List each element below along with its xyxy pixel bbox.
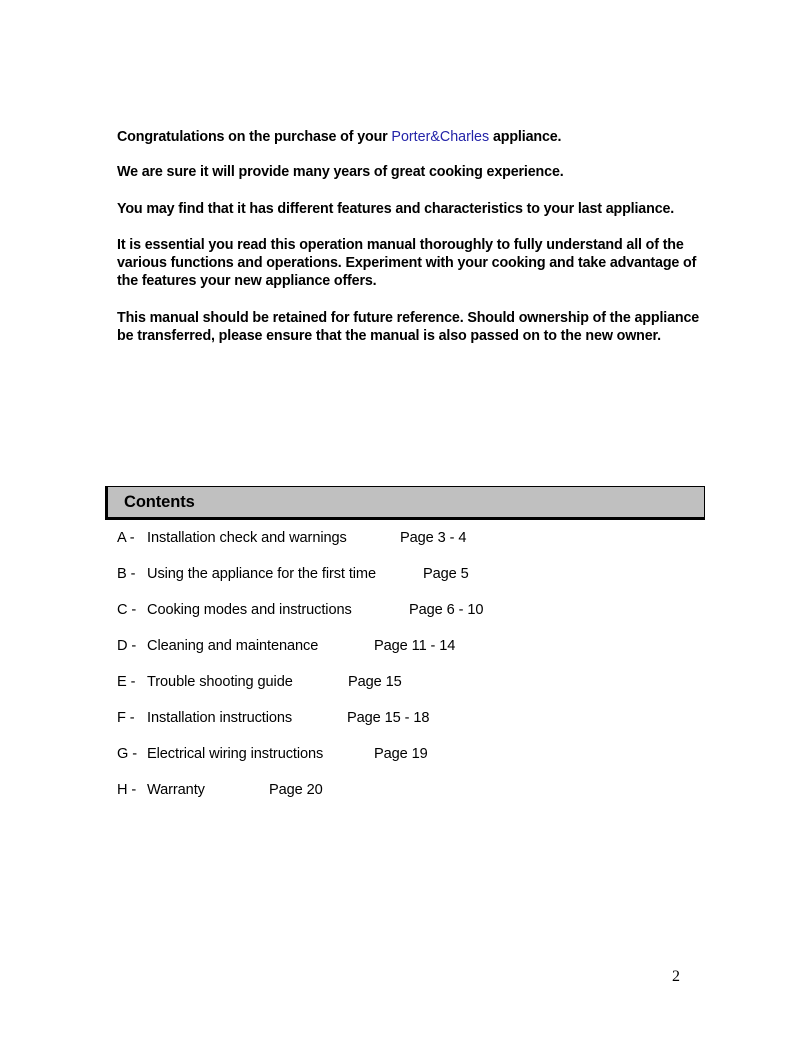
toc-item-title: Electrical wiring instructions — [147, 746, 324, 762]
toc-item-title: Using the appliance for the first time — [147, 566, 377, 582]
toc-item-title: Installation instructions — [147, 710, 293, 726]
toc-item-title: Cleaning and maintenance — [147, 638, 319, 654]
toc-row[interactable] — [117, 566, 717, 602]
toc-item-letter: H - — [117, 782, 137, 798]
contents-heading: Contents — [124, 492, 195, 511]
page-number: 2 — [672, 968, 680, 985]
congratulations-text-after: appliance. — [489, 129, 562, 145]
paragraph-features: You may find that it has different features and characteristics to your last appliance. — [117, 200, 675, 217]
brand-name: Porter&Charles — [391, 129, 490, 145]
toc-item-letter: A - — [117, 530, 135, 546]
paragraph-read-manual: It is essential you read this operation manual thoroughly to fully understand all of the various functions and operations. Experiment with your cooking and take advantage of the features your new appliance offers. — [117, 236, 697, 290]
toc-row[interactable] — [117, 746, 717, 782]
toc-row[interactable] — [117, 710, 717, 746]
toc-item-page: Page 3 - 4 — [400, 530, 467, 546]
toc-item-title: Installation check and warnings — [147, 530, 347, 546]
toc-item-page: Page 11 - 14 — [374, 638, 456, 654]
toc-item-title: Warranty — [147, 782, 205, 798]
toc-item-letter: B - — [117, 566, 136, 582]
toc-item-page: Page 20 — [269, 782, 323, 798]
paragraph-retain-manual: This manual should be retained for future reference. Should ownership of the appliance be transferred, please ensure that the manual is also passed on to the new owner. — [117, 309, 700, 345]
toc-item-page: Page 6 - 10 — [409, 602, 484, 618]
toc-item-page: Page 15 - 18 — [347, 710, 430, 726]
intro-text-block — [117, 128, 717, 363]
toc-item-page: Page 19 — [374, 746, 428, 762]
toc-item-page: Page 15 — [348, 674, 402, 690]
toc-row[interactable] — [117, 674, 717, 710]
toc-row[interactable] — [117, 530, 717, 566]
toc-item-letter: G - — [117, 746, 137, 762]
toc-item-page: Page 5 — [423, 566, 469, 582]
toc-row[interactable] — [117, 602, 717, 638]
toc-item-title: Trouble shooting guide — [147, 674, 293, 690]
paragraph-congratulations — [117, 128, 717, 146]
toc-item-letter: E - — [117, 674, 136, 690]
table-of-contents — [117, 530, 717, 818]
toc-item-letter: F - — [117, 710, 135, 726]
toc-item-letter: D - — [117, 638, 137, 654]
toc-row[interactable] — [117, 638, 717, 674]
paragraph-assurance: We are sure it will provide many years of great cooking experience. — [117, 164, 564, 181]
toc-row[interactable] — [117, 782, 717, 818]
toc-item-title: Cooking modes and instructions — [147, 602, 352, 618]
congratulations-text-before: Congratulations on the purchase of your — [117, 129, 392, 145]
contents-header-box — [105, 486, 705, 520]
toc-item-letter: C - — [117, 602, 137, 618]
